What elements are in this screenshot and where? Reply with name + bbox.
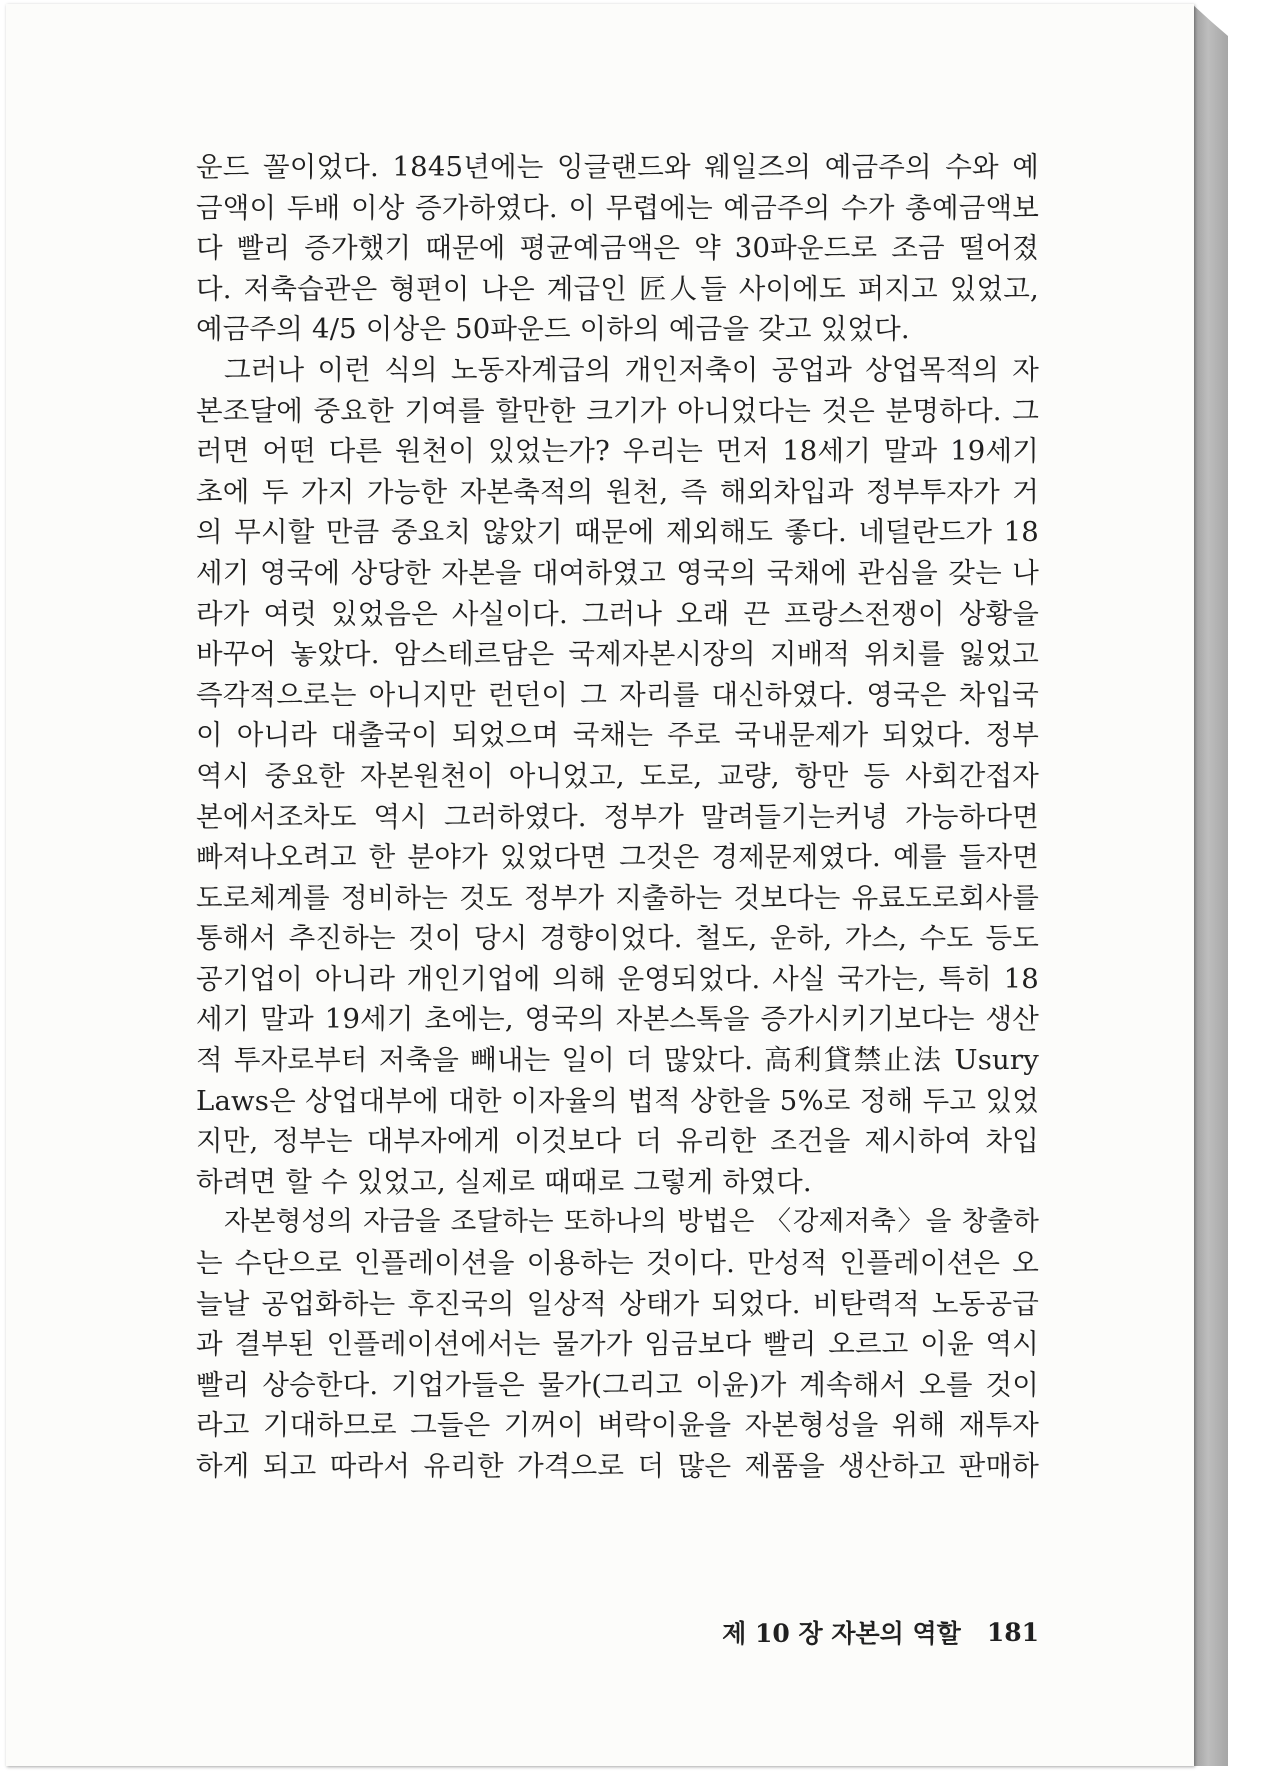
- text-line: 라가 여럿 있었음은 사실이다. 그러나 오래 끈 프랑스전쟁이 상황을: [196, 597, 1039, 630]
- text-line: 금액이 두배 이상 증가하였다. 이 무렵에는 예금주의 수가 총예금액보: [196, 191, 1039, 224]
- text-line: 라고 기대하므로 그들은 기꺼이 벼락이윤을 자본형성을 위해 재투자: [196, 1409, 1039, 1442]
- book-page: [6, 4, 1194, 1766]
- chapter-title: 제 10 장 자본의 역할: [722, 1619, 961, 1648]
- text-line: 과 결부된 인플레이션에서는 물가가 임금보다 빨리 오르고 이윤 역시: [196, 1328, 1039, 1361]
- text-line: 운드 꼴이었다. 1845년에는 잉글랜드와 웨일즈의 예금주의 수와 예: [196, 151, 1039, 183]
- text-line: 공기업이 아니라 개인기업에 의해 운영되었다. 사실 국가는, 특히 18: [196, 962, 1039, 995]
- text-line: 의 무시할 만큼 중요치 않았기 때문에 제외해도 좋다. 네덜란드가 18: [196, 516, 1039, 549]
- running-footer: [706, 1612, 1039, 1652]
- text-line: 하려면 할 수 있었고, 실제로 때때로 그렇게 하였다.: [196, 1165, 812, 1198]
- text-line: 다. 저축습관은 형편이 나은 계급인 匠人들 사이에도 퍼지고 있었고,: [196, 272, 1039, 305]
- text-line: 는 수단으로 인플레이션을 이용하는 것이다. 만성적 인플레이션은 오: [196, 1247, 1039, 1280]
- text-line: 역시 중요한 자본원천이 아니었고, 도로, 교량, 항만 등 사회간접자: [196, 759, 1039, 792]
- text-line: 빠져나오려고 한 분야가 있었다면 그것은 경제문제였다. 예를 들자면: [196, 841, 1039, 874]
- text-line: 도로체계를 정비하는 것도 정부가 지출하는 것보다는 유료도로회사를: [196, 881, 1039, 914]
- text-line: 세기 영국에 상당한 자본을 대여하였고 영국의 국채에 관심을 갖는 나: [196, 556, 1039, 589]
- text-line: Laws은 상업대부에 대한 이자율의 법적 상한을 5%로 정해 두고 있었: [196, 1084, 1039, 1117]
- text-line: 예금주의 4/5 이상은 50파운드 이하의 예금을 갖고 있었다.: [196, 313, 910, 346]
- text-line: 세기 말과 19세기 초에는, 영국의 자본스톡을 증가시키기보다는 생산: [196, 1003, 1039, 1036]
- text-line: 통해서 추진하는 것이 당시 경향이었다. 철도, 운하, 가스, 수도 등도: [196, 922, 1039, 955]
- text-line: 본조달에 중요한 기여를 할만한 크기가 아니었다는 것은 분명하다. 그: [196, 394, 1039, 427]
- text-line: 이 아니라 대출국이 되었으며 국채는 주로 국내문제가 되었다. 정부: [196, 719, 1039, 752]
- paragraph-start-line: 그러나 이런 식의 노동자계급의 개인저축이 공업과 상업목적의 자: [224, 353, 1039, 386]
- text-line: 빨리 상승한다. 기업가들은 물가(그리고 이윤)가 계속해서 오를 것이: [196, 1368, 1039, 1401]
- book-page-edge: [1192, 4, 1228, 1766]
- text-line: 하게 되고 따라서 유리한 가격으로 더 많은 제품을 생산하고 판매하: [196, 1450, 1039, 1482]
- paragraph-start-line: 자본형성의 자금을 조달하는 또하나의 방법은 〈강제저축〉을 창출하: [224, 1206, 1039, 1238]
- text-line: 즉각적으로는 아니지만 런던이 그 자리를 대신하였다. 영국은 차입국: [196, 678, 1039, 711]
- text-line: 다 빨리 증가했기 때문에 평균예금액은 약 30파운드로 조금 떨어졌: [196, 232, 1039, 265]
- body-text: [196, 147, 1039, 1487]
- text-line: 바꾸어 놓았다. 암스테르담은 국제자본시장의 지배적 위치를 잃었고: [196, 638, 1039, 671]
- text-line: 러면 어떤 다른 원천이 있었는가? 우리는 먼저 18세기 말과 19세기: [196, 435, 1039, 468]
- page-number: 181: [986, 1617, 1039, 1647]
- text-line: 늘날 공업화하는 후진국의 일상적 상태가 되었다. 비탄력적 노동공급: [196, 1287, 1039, 1320]
- text-line: 적 투자로부터 저축을 빼내는 일이 더 많았다. 高利貸禁止法 Usury: [196, 1044, 1039, 1077]
- text-line: 초에 두 가지 가능한 자본축적의 원천, 즉 해외차입과 정부투자가 거: [196, 475, 1039, 508]
- text-line: 지만, 정부는 대부자에게 이것보다 더 유리한 조건을 제시하여 차입: [196, 1125, 1039, 1158]
- text-line: 본에서조차도 역시 그러하였다. 정부가 말려들기는커녕 가능하다면: [196, 800, 1039, 833]
